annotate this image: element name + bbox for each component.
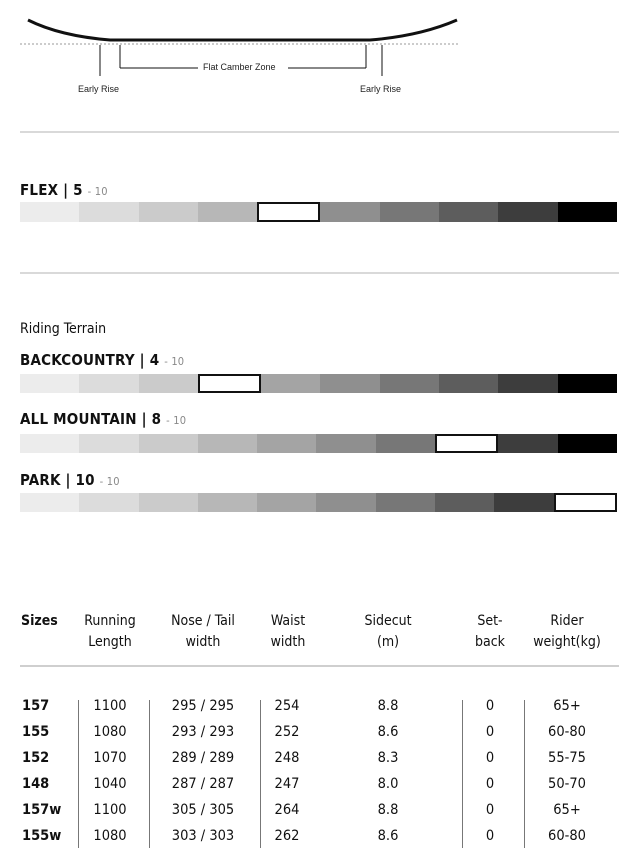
cell-setback: 0: [485, 724, 495, 740]
column-divider: [462, 700, 463, 848]
scale-segment: [79, 374, 138, 393]
riding-terrain-title: Riding Terrain: [20, 321, 107, 337]
cell-nose-tail-width: 305 / 305: [171, 802, 235, 818]
cell-running-length: 1100: [93, 698, 127, 714]
cell-size: 157w: [22, 802, 62, 818]
divider: [20, 131, 619, 133]
cell-nose-tail-width: 303 / 303: [171, 828, 235, 844]
cell-sidecut: 8.6: [377, 828, 399, 844]
header-line: weight(kg): [533, 634, 601, 650]
scale-segment: [380, 202, 439, 222]
header-line: Waist: [270, 613, 306, 629]
cell-waist-width: 252: [274, 724, 300, 740]
cell-size: 152: [22, 750, 50, 766]
all-mountain-scale: [20, 434, 617, 453]
cell-rider-weight: 65+: [553, 802, 581, 818]
park-range: - 10: [99, 475, 120, 488]
column-divider: [78, 700, 79, 848]
scale-segment: [320, 374, 379, 393]
scale-segment: [139, 202, 198, 222]
cell-waist-width: 247: [274, 776, 300, 792]
scale-segment: [20, 493, 79, 512]
header-running-length: [70, 611, 150, 653]
scale-segment: [439, 202, 498, 222]
cell-setback: 0: [485, 698, 495, 714]
cell-setback: 0: [485, 802, 495, 818]
scale-segment: [558, 202, 617, 222]
header-setback: [465, 611, 515, 653]
cell-nose-tail-width: 287 / 287: [171, 776, 235, 792]
cell-running-length: 1040: [93, 776, 127, 792]
scale-segment: [498, 202, 557, 222]
cell-sidecut: 8.8: [377, 698, 399, 714]
cell-running-length: 1080: [93, 724, 127, 740]
all-mountain-range: - 10: [166, 414, 187, 427]
flex-heading: [20, 181, 108, 199]
cell-size: 155: [22, 724, 50, 740]
cell-sidecut: 8.8: [377, 802, 399, 818]
scale-segment-selected: [554, 493, 617, 512]
header-nose-tail-width: [153, 611, 253, 653]
scale-segment: [376, 493, 435, 512]
scale-segment: [20, 434, 79, 453]
cell-setback: 0: [485, 750, 495, 766]
cell-rider-weight: 60-80: [548, 724, 586, 740]
scale-segment: [376, 434, 435, 453]
header-rider-weight: [524, 611, 610, 653]
scale-segment-selected: [198, 374, 261, 393]
header-line: Sidecut: [364, 613, 412, 629]
scale-segment: [316, 434, 375, 453]
backcountry-scale: [20, 374, 617, 393]
scale-segment: [20, 202, 79, 222]
cell-sidecut: 8.3: [377, 750, 399, 766]
cell-running-length: 1070: [93, 750, 127, 766]
cell-setback: 0: [485, 828, 495, 844]
flex-scale: [20, 202, 617, 222]
cell-rider-weight: 65+: [553, 698, 581, 714]
cell-waist-width: 262: [274, 828, 300, 844]
scale-segment-selected: [257, 202, 320, 222]
header-waist-width: [258, 611, 318, 653]
scale-segment: [320, 202, 379, 222]
early-rise-right-label: Early Rise: [360, 84, 402, 94]
cell-waist-width: 248: [274, 750, 300, 766]
table-header-divider: [20, 665, 619, 667]
cell-sidecut: 8.0: [377, 776, 399, 792]
scale-segment: [198, 434, 257, 453]
backcountry-heading: [20, 351, 184, 369]
cell-waist-width: 264: [274, 802, 300, 818]
header-line: Length: [88, 634, 132, 650]
flex-range: - 10: [87, 185, 108, 198]
board-profile-line: [28, 20, 457, 40]
header-line: back: [475, 634, 505, 650]
scale-segment: [257, 434, 316, 453]
scale-segment: [558, 374, 617, 393]
scale-segment: [139, 493, 198, 512]
scale-segment: [139, 434, 198, 453]
park-label: PARK | 10: [20, 471, 95, 489]
all-mountain-label: ALL MOUNTAIN | 8: [20, 410, 162, 428]
header-line: Set-: [477, 613, 503, 629]
cell-running-length: 1080: [93, 828, 127, 844]
scale-segment: [498, 434, 557, 453]
scale-segment: [20, 374, 79, 393]
cell-size: 148: [22, 776, 50, 792]
scale-segment: [494, 493, 553, 512]
scale-segment: [261, 374, 320, 393]
scale-segment: [79, 493, 138, 512]
header-sidecut: [348, 611, 428, 653]
scale-segment: [498, 374, 557, 393]
backcountry-range: - 10: [164, 355, 185, 368]
scale-segment: [79, 434, 138, 453]
header-sizes: [21, 611, 58, 632]
cell-nose-tail-width: 289 / 289: [171, 750, 235, 766]
cell-sidecut: 8.6: [377, 724, 399, 740]
cell-waist-width: 254: [274, 698, 300, 714]
column-divider: [260, 700, 261, 848]
scale-segment: [198, 493, 257, 512]
cell-nose-tail-width: 295 / 295: [171, 698, 235, 714]
header-line: (m): [376, 634, 400, 650]
header-line: Nose / Tail: [171, 613, 235, 629]
header-line: Sizes: [21, 613, 58, 629]
column-divider: [149, 700, 150, 848]
scale-segment-selected: [435, 434, 498, 453]
scale-segment: [139, 374, 198, 393]
scale-segment: [380, 374, 439, 393]
all-mountain-heading: [20, 410, 186, 428]
cell-rider-weight: 60-80: [548, 828, 586, 844]
scale-segment: [558, 434, 617, 453]
scale-segment: [257, 493, 316, 512]
cell-size: 155w: [22, 828, 62, 844]
park-heading: [20, 471, 120, 489]
scale-segment: [316, 493, 375, 512]
scale-segment: [198, 202, 257, 222]
flex-label: FLEX | 5: [20, 181, 83, 199]
scale-segment: [435, 493, 494, 512]
flat-camber-zone-label: Flat Camber Zone: [203, 62, 276, 72]
scale-segment: [439, 374, 498, 393]
divider: [20, 272, 619, 274]
cell-nose-tail-width: 293 / 293: [171, 724, 235, 740]
header-line: Running: [84, 613, 136, 629]
backcountry-label: BACKCOUNTRY | 4: [20, 351, 160, 369]
cell-running-length: 1100: [93, 802, 127, 818]
header-line: width: [185, 634, 221, 650]
cell-rider-weight: 50-70: [548, 776, 586, 792]
header-line: width: [270, 634, 306, 650]
header-line: Rider: [550, 613, 584, 629]
cell-setback: 0: [485, 776, 495, 792]
park-scale: [20, 493, 617, 512]
early-rise-left-label: Early Rise: [78, 84, 120, 94]
cell-rider-weight: 55-75: [548, 750, 586, 766]
scale-segment: [79, 202, 138, 222]
cell-size: 157: [22, 698, 50, 714]
column-divider: [524, 700, 525, 848]
